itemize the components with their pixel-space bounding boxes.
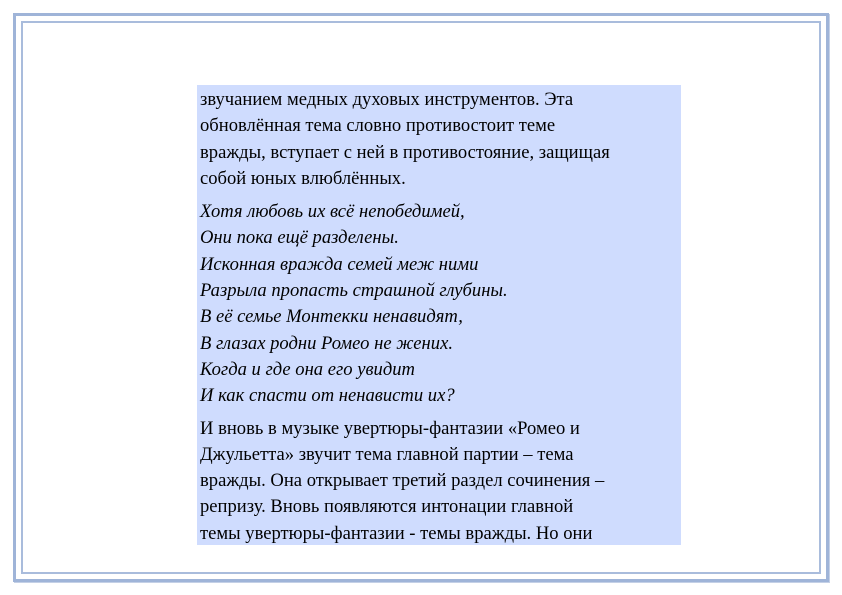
poem-line: Они пока ещё разделены. bbox=[200, 227, 399, 249]
paragraph-1-line: обновлённая тема словно противостоит теме bbox=[200, 115, 556, 137]
poem-line: И как спасти от ненависти их? bbox=[200, 385, 455, 407]
poem-line: Когда и где она его увидит bbox=[200, 358, 415, 380]
paragraph-1-line: собой юных влюблённых. bbox=[200, 167, 406, 189]
paragraph-2 bbox=[200, 416, 677, 545]
paragraph-1-line: вражды, вступает с ней в противостояние, защищая bbox=[200, 141, 610, 163]
paragraph-1 bbox=[200, 87, 677, 192]
poem-line: В глазах родни Ромео не жених. bbox=[200, 332, 453, 354]
paragraph-2-line: И вновь в музыке увертюры-фантазии «Ромео и bbox=[200, 417, 580, 439]
poem-line: В её семье Монтекки ненавидят, bbox=[200, 306, 463, 328]
text-box bbox=[197, 85, 681, 545]
poem-line: Хотя любовь их всё непобедимей, bbox=[200, 201, 465, 223]
paragraph-2-line: темы увертюры-фантазии - темы вражды. Но они bbox=[200, 522, 593, 544]
paragraph-1-line: звучанием медных духовых инструментов. Эта bbox=[200, 89, 574, 110]
poem-line: Разрыла пропасть страшной глубины. bbox=[200, 280, 508, 302]
poem-line: Исконная вражда семей меж ними bbox=[200, 253, 479, 275]
poem-stanza bbox=[200, 199, 677, 409]
paragraph-2-line: репризу. Вновь появляются интонации главной bbox=[200, 496, 574, 518]
paragraph-2-line: Джульетта» звучит тема главной партии – тема bbox=[200, 443, 574, 465]
paragraph-2-line: вражды. Она открывает третий раздел сочинения – bbox=[200, 470, 605, 492]
